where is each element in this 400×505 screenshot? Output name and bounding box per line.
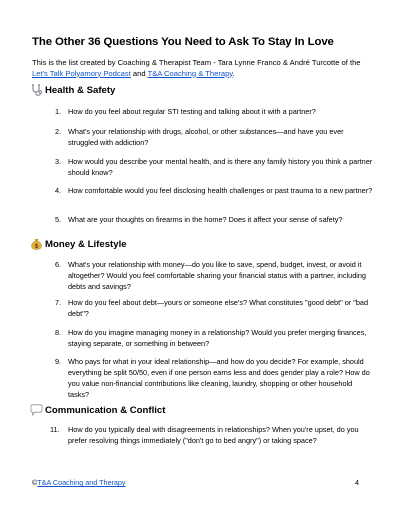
coaching-link[interactable]: T&A Coaching & Therapy xyxy=(147,68,233,78)
list-item xyxy=(55,356,375,400)
item-text: How do you feel about regular STI testing and talking about it with a partner? xyxy=(68,107,316,116)
item-text: How do you feel about debt—yours or someone else's? What constitutes "good debt" or "bad debt"? xyxy=(68,298,368,318)
footer-link[interactable]: T&A Coaching and Therapy xyxy=(37,478,126,487)
section-heading-communication xyxy=(30,404,165,416)
money-bag-icon xyxy=(30,238,43,250)
section-heading-health xyxy=(30,84,115,96)
page-title: The Other 36 Questions You Need to Ask To Stay In Love xyxy=(32,36,334,48)
item-text: How would you describe your mental health, and is there any family history you think a partner should know? xyxy=(68,157,373,177)
item-text: What's your relationship with money—do you like to save, spend, budget, invest, or avoid it altogether? Would you feel comfortable sharing your financial status with a partner, including debts and savings? xyxy=(68,260,366,291)
intro-paragraph xyxy=(32,58,372,79)
list-item xyxy=(55,327,375,349)
item-text: Who pays for what in your ideal relationship—and how do you decide? For example, should everything be split 50/50, even if one person earns less and does gender play a role? How do you value non-financial contributions like cleaning, laundry, shopping or other household tasks? xyxy=(68,357,370,399)
section-heading-money xyxy=(30,238,127,250)
copyright-symbol: © xyxy=(32,478,38,487)
item-number: 6. xyxy=(55,260,62,269)
item-text: What's your relationship with drugs, alcohol, or other substances—and have you ever struggled with addiction? xyxy=(68,127,344,147)
item-text: How comfortable would you feel disclosing health challenges or past trauma to a new partner? xyxy=(68,186,373,195)
item-number: 2. xyxy=(55,127,62,136)
list-item xyxy=(55,126,375,148)
item-number: 11. xyxy=(50,425,60,434)
list-item xyxy=(50,424,375,446)
list-item xyxy=(55,297,375,319)
list-item xyxy=(55,185,375,196)
podcast-link[interactable]: Let's Talk Polyamory Podcast xyxy=(32,68,131,78)
item-number: 8. xyxy=(55,328,62,337)
item-text: What are your thoughts on firearms in the home? Does it affect your sense of safety? xyxy=(68,215,343,224)
item-number: 9. xyxy=(55,357,62,366)
item-text: How do you imagine managing money in a relationship? Would you prefer merging finances, staying separate, or something in between? xyxy=(68,328,367,348)
intro-text-before: This is the list created by Coaching & Therapist Team - Tara Lynne Franco & André Turcotte of the xyxy=(32,58,361,67)
item-number: 3. xyxy=(55,157,62,166)
page-number: 4 xyxy=(355,478,359,487)
list-item xyxy=(55,156,375,178)
list-item xyxy=(55,106,375,117)
section-heading-health-label: Health & Safety xyxy=(45,84,116,96)
item-number: 1. xyxy=(55,107,62,116)
item-text: How do you typically deal with disagreements in relationships? When you're upset, do you prefer resolving things immediately ("don't go to bed angry") or taking space? xyxy=(68,425,359,445)
section-heading-communication-label: Communication & Conflict xyxy=(45,404,166,416)
item-number: 5. xyxy=(55,215,62,224)
section-heading-money-label: Money & Lifestyle xyxy=(45,238,127,250)
list-item xyxy=(55,259,375,292)
item-number: 7. xyxy=(55,298,62,307)
intro-text-middle: and xyxy=(130,68,148,78)
svg-text:$: $ xyxy=(34,243,39,250)
list-item xyxy=(55,214,375,225)
speech-bubble-icon xyxy=(30,404,43,416)
item-number: 4. xyxy=(55,186,62,195)
footer-copyright xyxy=(32,478,125,487)
stethoscope-icon xyxy=(30,84,43,96)
intro-text-after: . xyxy=(232,68,235,78)
